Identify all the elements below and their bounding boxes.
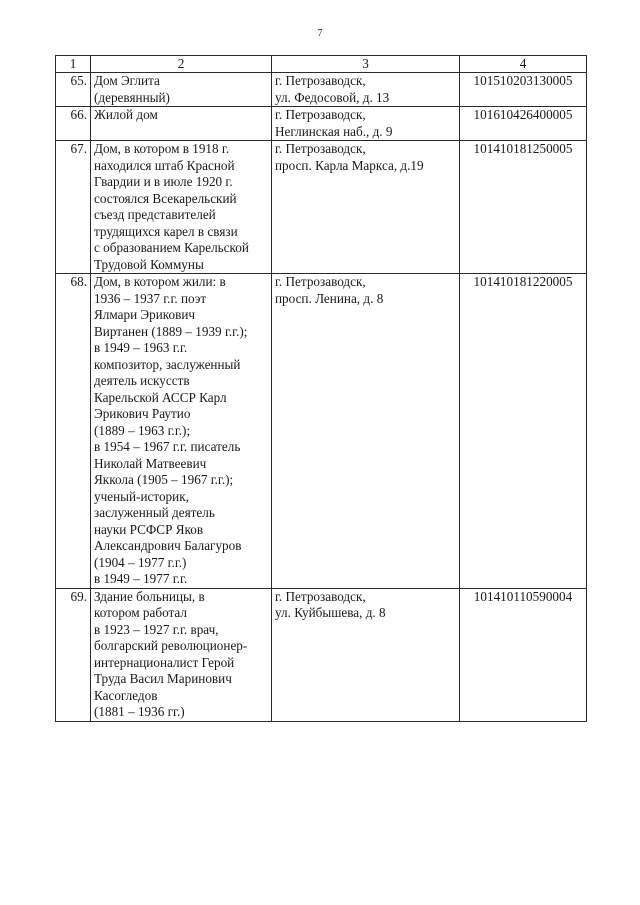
object-name-line: ученый-историк, xyxy=(94,488,189,504)
registry-number: 101510203130005 xyxy=(460,73,587,107)
registry-number: 101410110590004 xyxy=(460,588,587,721)
table-row xyxy=(56,141,587,274)
address-cell xyxy=(272,588,460,721)
column-header-2: 2 xyxy=(91,56,272,73)
object-name-line: Ялмари Эрикович xyxy=(94,307,196,322)
registry-number: 101410181250005 xyxy=(460,141,587,274)
address-cell xyxy=(272,73,460,107)
registry-number: 101610426400005 xyxy=(460,107,587,141)
object-name-line: трудящихся карел в связи xyxy=(94,223,238,239)
address-line: г. Петрозаводск, xyxy=(275,141,366,156)
object-name-line: Виртанен (1889 – 1939 г.г.); xyxy=(94,323,248,339)
object-name-line: (1881 – 1936 гг.) xyxy=(94,704,185,719)
address-cell xyxy=(272,107,460,141)
object-name-line: Дом Эглита xyxy=(94,73,160,88)
address-cell xyxy=(272,141,460,274)
object-name-line: находился штаб Красной xyxy=(94,157,235,173)
object-name-line: в 1949 – 1963 г.г. xyxy=(94,340,188,355)
address-line: г. Петрозаводск, xyxy=(275,274,366,289)
object-name-cell xyxy=(91,141,272,274)
object-name-line: с образованием Карельской xyxy=(94,240,249,255)
row-number: 65. xyxy=(56,73,91,107)
object-name-line: состоялся Всекарельский xyxy=(94,190,237,206)
table-row xyxy=(56,274,587,589)
object-name-line: науки РСФСР Яков xyxy=(94,521,204,537)
address-line: просп. Карла Маркса, д.19 xyxy=(275,157,424,173)
object-name-line: Дом, в котором жили: в xyxy=(94,274,226,289)
object-name-line: заслуженный деятель xyxy=(94,505,215,520)
object-name-line: Карельской АССР Карл xyxy=(94,389,227,405)
address-line: г. Петрозаводск, xyxy=(275,73,366,88)
row-number: 66. xyxy=(56,107,91,141)
object-name-cell xyxy=(91,107,272,141)
object-name-cell xyxy=(91,274,272,589)
object-name-cell xyxy=(91,73,272,107)
object-name-line: Жилой дом xyxy=(94,107,158,122)
column-header-1: 1 xyxy=(56,56,91,73)
object-name-line: 1936 – 1937 г.г. поэт xyxy=(94,290,207,306)
object-name-line: Трудовой Коммуны xyxy=(94,256,204,272)
object-name-line: деятель искусств xyxy=(94,373,190,388)
object-name-line: композитор, заслуженный xyxy=(94,356,241,372)
table-row xyxy=(56,107,587,141)
registry-number: 101410181220005 xyxy=(460,274,587,589)
address-line: Неглинская наб., д. 9 xyxy=(275,123,393,139)
object-name-line: Дом, в котором в 1918 г. xyxy=(94,141,230,156)
object-name-line: (1904 – 1977 г.г.) xyxy=(94,554,187,570)
table-row xyxy=(56,73,587,107)
object-name-line: Николай Матвеевич xyxy=(94,455,207,471)
object-name-line: в 1954 – 1967 г.г. писатель xyxy=(94,439,241,454)
address-line: г. Петрозаводск, xyxy=(275,107,366,122)
table-header-row xyxy=(56,56,587,73)
address-cell xyxy=(272,274,460,589)
row-number: 69. xyxy=(56,588,91,721)
address-line: просп. Ленина, д. 8 xyxy=(275,290,384,306)
object-name-line: Здание больницы, в xyxy=(94,588,205,604)
object-name-line: Труда Васил Маринович xyxy=(94,671,232,686)
object-name-line: Яккола (1905 – 1967 г.г.); xyxy=(94,472,234,487)
object-name-cell xyxy=(91,588,272,721)
row-number: 68. xyxy=(56,274,91,589)
address-line: г. Петрозаводск, xyxy=(275,588,366,604)
object-name-line: интернационалист Герой xyxy=(94,654,235,670)
table-row xyxy=(56,588,587,721)
column-header-3: 3 xyxy=(272,56,460,73)
address-line: ул. Куйбышева, д. 8 xyxy=(275,605,386,620)
object-name-line: котором работал xyxy=(94,605,187,620)
object-name-line: в 1949 – 1977 г.г. xyxy=(94,571,188,586)
table-body xyxy=(56,73,587,722)
object-name-line: (1889 – 1963 г.г.); xyxy=(94,422,191,438)
row-number: 67. xyxy=(56,141,91,274)
object-name-line: съезд представителей xyxy=(94,207,216,222)
page-number: 7 xyxy=(317,28,323,39)
object-name-line: болгарский революционер- xyxy=(94,638,248,653)
object-name-line: Эрикович Раутио xyxy=(94,406,191,421)
object-name-line: Касогледов xyxy=(94,687,158,703)
address-line: ул. Федосовой, д. 13 xyxy=(275,89,390,105)
object-name-line: Александрович Балагуров xyxy=(94,538,242,553)
object-name-line: (деревянный) xyxy=(94,89,170,105)
object-name-line: Гвардии и в июле 1920 г. xyxy=(94,174,233,189)
object-name-line: в 1923 – 1927 г.г. врач, xyxy=(94,621,219,637)
heritage-registry-table xyxy=(55,55,587,722)
column-header-4: 4 xyxy=(460,56,587,73)
